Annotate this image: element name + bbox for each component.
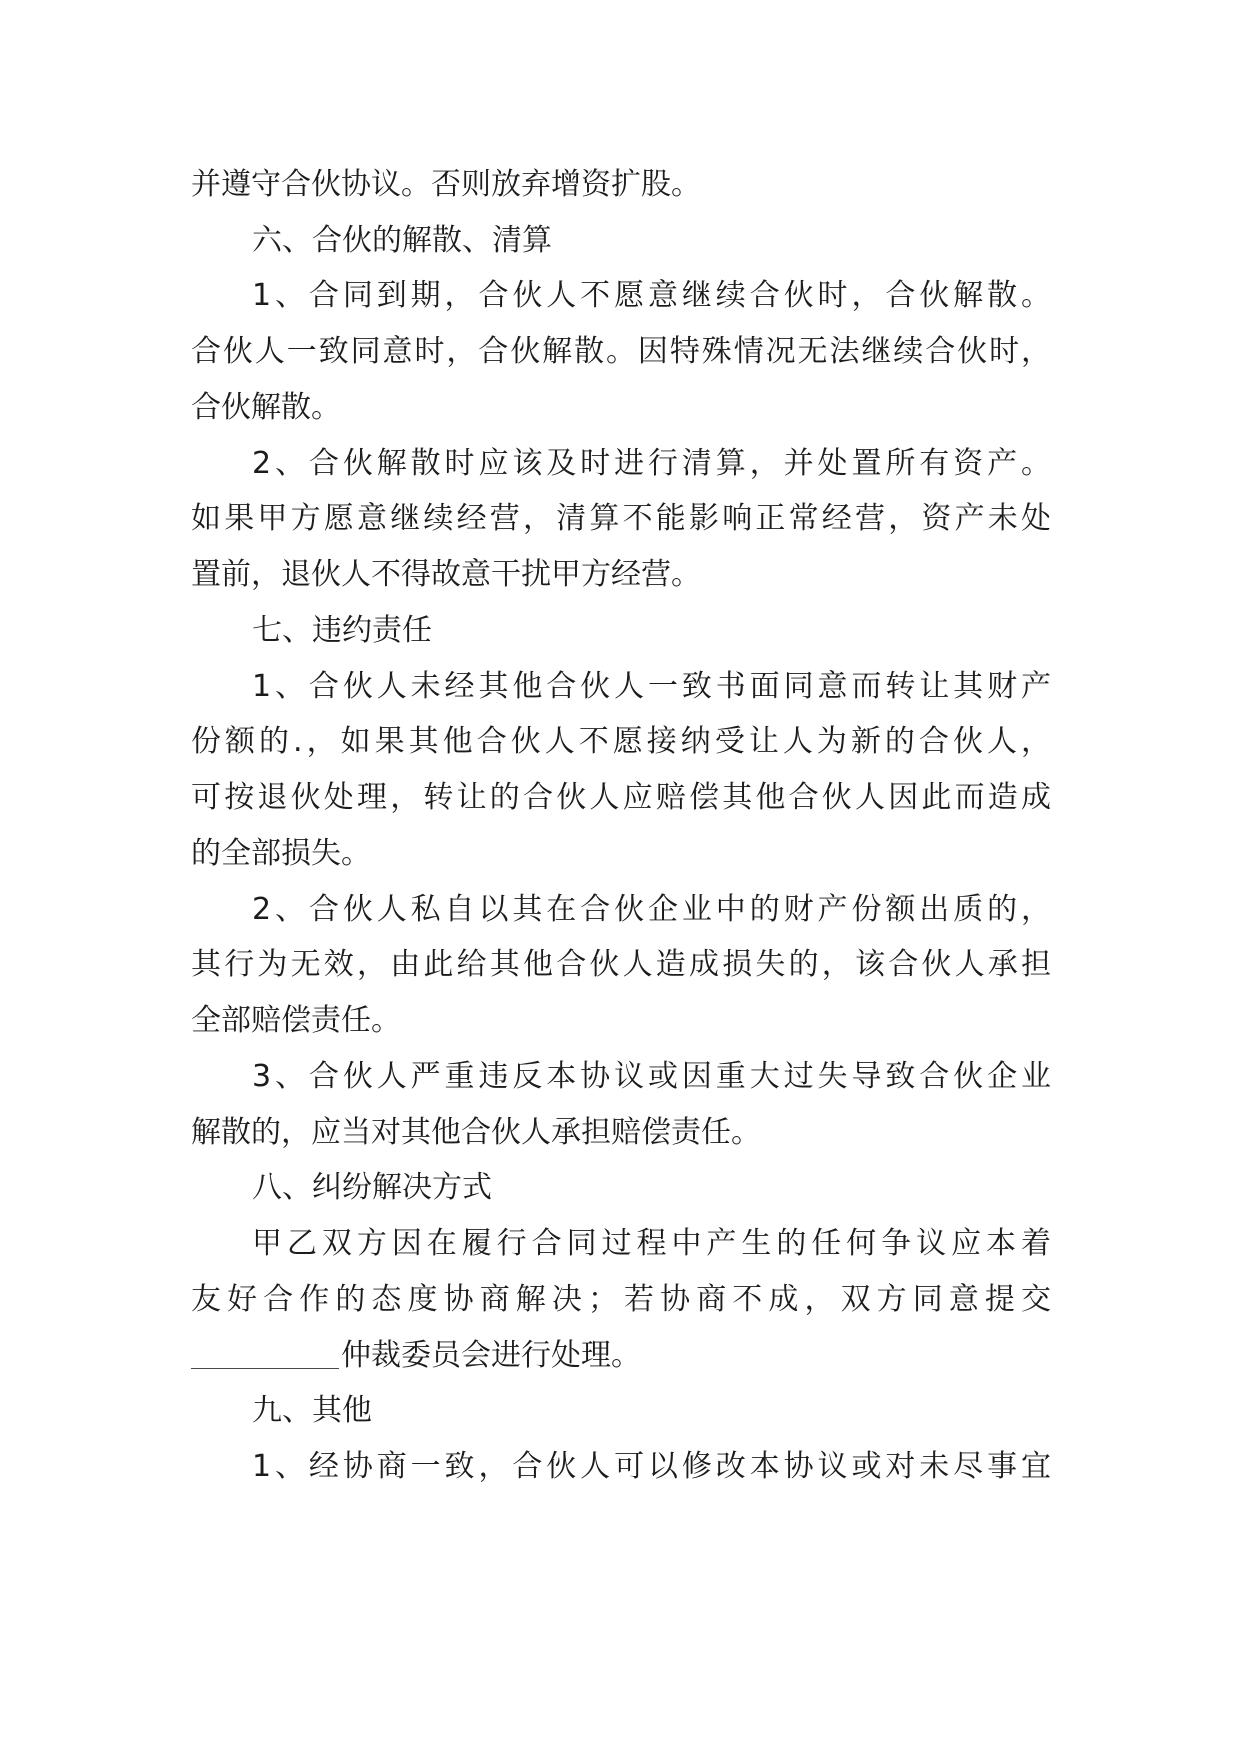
paragraph-line: 解散的，应当对其他合伙人承担赔偿责任。: [191, 1115, 761, 1150]
paragraph-line: 并遵守合伙协议。否则放弃增资扩股。: [191, 167, 701, 202]
paragraph-line: 合伙人一致同意时，合伙解散。因特殊情况无法继续合伙时，: [191, 334, 1051, 369]
section-heading: 六、合伙的解散、清算: [252, 223, 552, 258]
paragraph-line: 合伙解散。: [191, 390, 341, 425]
paragraph-line: 友好合作的态度协商解决；若协商不成，双方同意提交: [191, 1282, 1051, 1317]
paragraph-line: 置前，退伙人不得故意干扰甲方经营。: [191, 557, 701, 592]
paragraph-line: [191, 1334, 641, 1378]
paragraph-line: 1、经协商一致，合伙人可以修改本协议或对未尽事宜: [252, 1449, 1051, 1484]
paragraph-line: 其行为无效，由此给其他合伙人造成损失的，该合伙人承担: [191, 947, 1051, 982]
paragraph-line: 如果甲方愿意继续经营，清算不能影响正常经营，资产未处: [191, 501, 1051, 536]
paragraph-line: 3、合伙人严重违反本协议或因重大过失导致合伙企业: [252, 1059, 1051, 1094]
section-heading: 七、违约责任: [252, 613, 432, 648]
paragraph-line: 1、合同到期，合伙人不愿意继续合伙时，合伙解散。: [252, 278, 1051, 313]
fill-in-blank: [191, 1338, 339, 1369]
paragraph-line-text: 仲裁委员会进行处理。: [341, 1338, 641, 1373]
section-heading: 八、纠纷解决方式: [252, 1170, 492, 1205]
paragraph-line: 甲乙双方因在履行合同过程中产生的任何争议应本着: [252, 1226, 1051, 1261]
paragraph-line: 2、合伙解散时应该及时进行清算，并处置所有资产。: [252, 446, 1051, 481]
paragraph-line: 可按退伙处理，转让的合伙人应赔偿其他合伙人因此而造成: [191, 780, 1051, 815]
paragraph-line: 的全部损失。: [191, 836, 371, 871]
section-heading: 九、其他: [252, 1393, 372, 1428]
paragraph-line: 2、合伙人私自以其在合伙企业中的财产份额出质的，: [252, 892, 1051, 927]
paragraph-line: 全部赔偿责任。: [191, 1003, 401, 1038]
paragraph-line: 份额的.，如果其他合伙人不愿接纳受让人为新的合伙人，: [191, 724, 1051, 759]
paragraph-line: 1、合伙人未经其他合伙人一致书面同意而转让其财产: [252, 669, 1051, 704]
